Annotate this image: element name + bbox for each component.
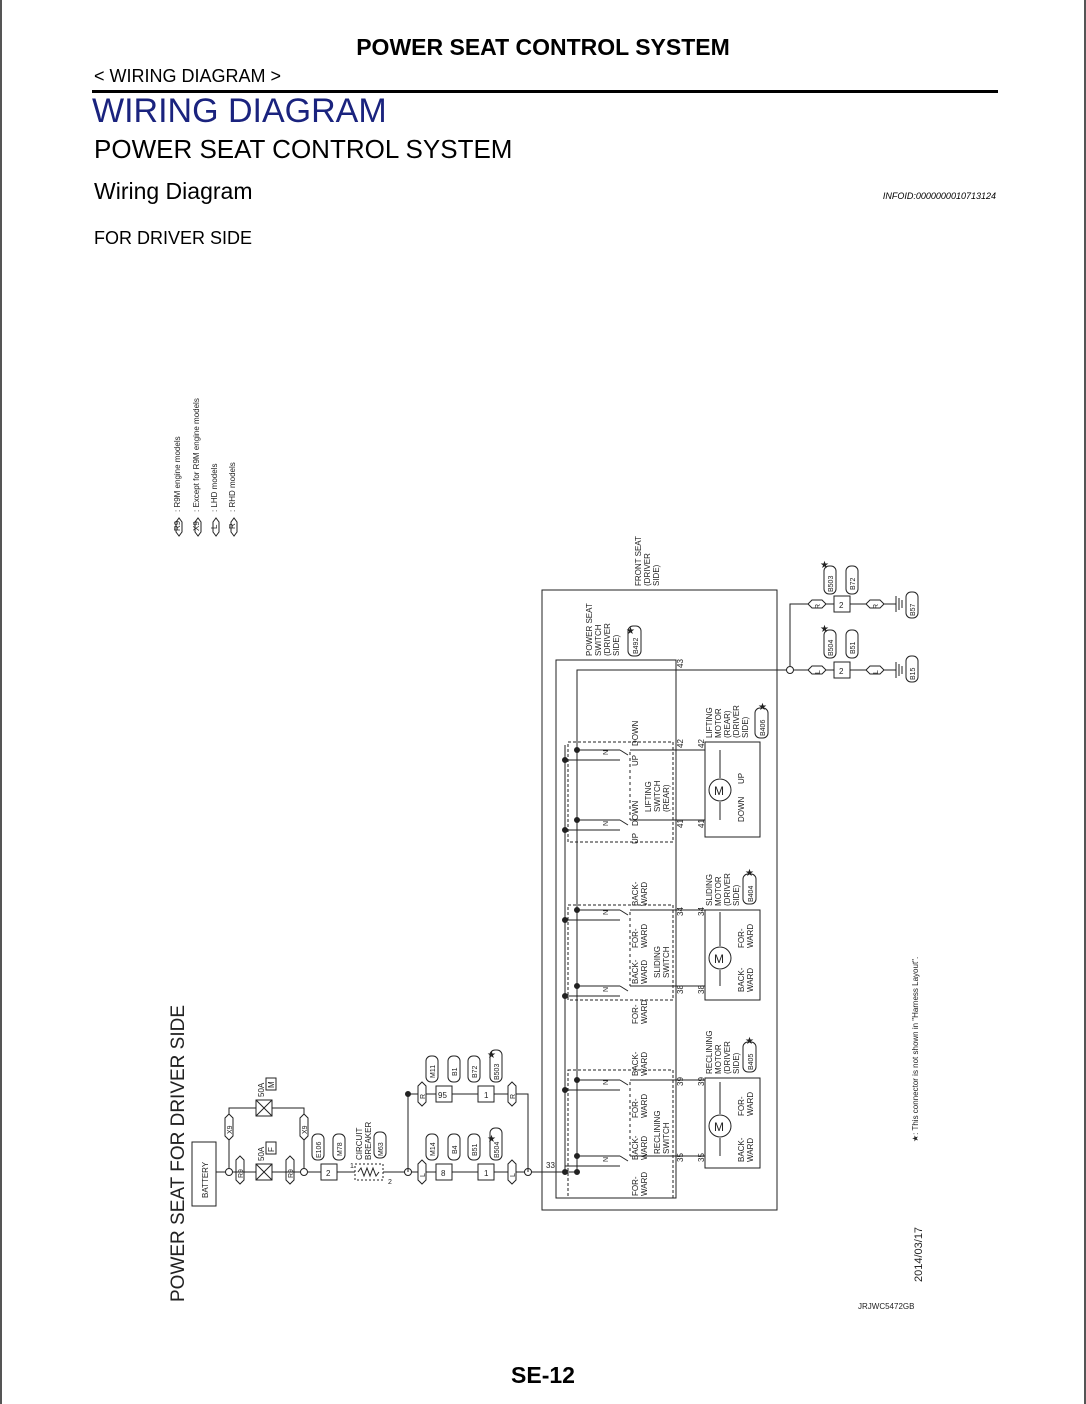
connector-id: B4 [452,1145,459,1154]
reclining-motor-label [705,1030,756,1074]
connector-id: B492 [633,637,640,654]
tag-text: L [873,670,880,674]
seat-label: SIDE) [652,564,661,586]
motor-label: SIDE) [732,1052,741,1074]
star-marker: ★ [820,624,829,635]
pin-number: 42 [697,739,706,748]
motor-label: SIDE) [732,884,741,906]
tag-x9-left [225,1114,234,1140]
pin-number: 35 [676,1153,685,1162]
pin-number: 2 [839,601,844,610]
pin-number: 38 [676,985,685,994]
switch-direction: FOR- [631,928,640,948]
motor-label: M [714,952,724,966]
diagram-date: 2014/03/17 [913,1226,925,1282]
tag-text: R [510,1093,517,1099]
tag-l-2 [508,1160,517,1184]
legend-text: : RHD models [228,462,237,512]
star-marker: ★ [487,1050,496,1061]
legend [173,398,237,536]
diagram-code: JRJWC5472GB [858,1302,915,1311]
motor-label: MOTOR [714,1044,723,1074]
connector-id: M11 [430,1064,437,1078]
legend-text: : LHD models [210,463,219,512]
ground-b57 [808,560,918,618]
breaker-label: CIRCUIT [355,1127,364,1160]
star-marker: ★ [758,702,767,713]
switch-direction: WARD [640,1051,649,1076]
legend-r [228,462,237,536]
connector-id: B72 [850,577,857,590]
switch-direction: FOR- [631,1004,640,1024]
connector-id: B1 [452,1067,459,1076]
fuse-50a-m [256,1078,276,1116]
connector-id: E106 [316,1141,323,1158]
legend-l [210,464,219,536]
switch-direction: WARD [640,881,649,906]
switch-direction: BACK- [631,1051,640,1076]
connector-id: B503 [828,575,835,592]
tag-text: L [815,670,822,674]
tag-text: L [510,1173,517,1177]
switch-label: SWITCH [662,1122,671,1154]
switch-direction: UP [631,832,640,844]
page-header-title: POWER SEAT CONTROL SYSTEM [356,34,730,60]
connector-id: M78 [337,1142,344,1156]
motor-direction: WARD [746,1091,755,1116]
pin-number: 2 [326,1169,331,1178]
pin-number: 35 [697,1153,706,1162]
tag-x9-right [300,1114,309,1140]
motor-label: (REAR) [723,710,732,738]
ground-id: B15 [910,667,917,680]
power-seat-switch-label [585,603,641,656]
switch-direction: FOR- [631,1098,640,1118]
switch-label: LIFTING [644,781,653,812]
pin-number: 33 [546,1161,555,1170]
tag-r-2 [508,1082,517,1106]
switch-label: SWITCH [653,780,662,812]
pin-number: 39 [676,1077,685,1086]
tag-l-1 [418,1160,427,1184]
connector-m14 [426,1134,460,1180]
pin-number: 95 [438,1091,447,1100]
pin-number: 38 [697,985,706,994]
switch-direction: WARD [640,999,649,1024]
pin-number: 41 [697,819,706,828]
motor-direction: FOR- [737,928,746,948]
switch-label: SLIDING [653,945,662,978]
section-title: WIRING DIAGRAM [92,92,387,130]
pin-number: 1 [350,1163,354,1170]
switch-label: POWER SEAT [585,603,594,656]
legend-x9 [192,398,201,536]
motor-label: SIDE) [741,716,750,738]
battery [192,1142,216,1206]
fuse-id: F [267,1147,276,1152]
motor-label: (DRIVER [723,1041,732,1074]
connector-m11 [426,1056,460,1102]
star-marker: ★ [745,1036,754,1047]
star-marker: ★ [487,1134,496,1145]
motor-label: M [714,784,724,798]
connector-id: M63 [378,1142,385,1156]
diagram-title: POWER SEAT FOR DRIVER SIDE [168,1004,189,1302]
legend-r9 [173,436,182,536]
seat-label: FRONT SEAT [634,536,643,586]
pin-number: 39 [697,1077,706,1086]
connector-id: B503 [494,1063,501,1080]
connector-id: B51 [472,1143,479,1156]
front-seat-label [634,536,661,586]
breaker-label: BREAKER [364,1121,373,1160]
legend-text: : R9M engine models [173,436,182,512]
legend-symbol: X9 [192,521,201,531]
fuse-amp: 50A [257,1082,266,1097]
star-marker: ★ [820,560,829,571]
connector-e106 [312,1134,345,1180]
side-label: FOR DRIVER SIDE [94,228,253,248]
star-marker: ★ [626,626,635,637]
switch-direction: WARD [640,1093,649,1118]
switch-direction: WARD [640,1171,649,1196]
legend-text: : Except for R9M engine models [192,398,201,512]
tag-text: R9 [238,1169,245,1178]
tag-text: R9 [288,1169,295,1178]
tag-r9-left [236,1156,245,1184]
diagram-footnote: ★: This connector is not shown in "Harness Layout". [911,956,920,1142]
motor-label: MOTOR [714,876,723,906]
fuse-50a-f [256,1142,276,1180]
fuse-id: M [267,1081,276,1088]
switch-n: N [603,986,610,992]
info-id: INFOID:0000000010713124 [882,191,996,201]
switch-n: N [603,820,610,826]
fuse-amp: 50A [257,1146,266,1161]
motor-direction: WARD [746,1137,755,1162]
switch-direction: BACK- [631,881,640,906]
motor-label: (DRIVER [723,873,732,906]
switch-label: RECLINING [653,1110,662,1154]
connector-id: B51 [850,641,857,654]
switch-direction: DOWN [631,800,640,826]
motor-direction: BACK- [737,1137,746,1162]
switch-direction: WARD [640,923,649,948]
pin-number: 2 [839,667,844,676]
connector-id: B72 [472,1065,479,1078]
motor-direction: WARD [746,923,755,948]
switch-label: SIDE) [612,634,621,656]
ground-b15 [808,624,918,682]
switch-direction: BACK- [631,959,640,984]
circuit-breaker [350,1122,392,1186]
motor-direction: BACK- [737,967,746,992]
switch-n: N [603,909,610,915]
legend-symbol: L [210,524,219,529]
sliding-motor-label [705,868,756,906]
tag-text: X9 [227,1125,234,1134]
switch-label: (DRIVER [603,623,612,656]
pin-number: 42 [676,739,685,748]
motor-label: LIFTING [705,707,714,738]
ground-id: B57 [910,603,917,616]
switch-direction: WARD [640,1135,649,1160]
pin-number: 34 [697,907,706,916]
switch-n: N [603,749,610,755]
motor-label: M [714,1120,724,1134]
pin-number: 43 [676,659,685,668]
pin-number: 2 [388,1179,392,1186]
tag-text: R [873,603,880,609]
pin-number: 1 [484,1091,489,1100]
connector-id: B406 [760,719,767,736]
switch-direction: BACK- [631,1135,640,1160]
switch-direction: UP [631,754,640,766]
connector-id: B404 [748,885,755,902]
lifting-motor-label [705,702,768,738]
tag-r9-right [286,1156,295,1184]
motor-label: MOTOR [714,708,723,738]
tag-text: R [420,1093,427,1099]
motor-direction: DOWN [737,796,746,822]
switch-direction: WARD [640,959,649,984]
sub-subsection-title: Wiring Diagram [94,178,253,204]
legend-symbol: R [228,523,237,529]
tag-text: R [815,603,822,609]
motor-label: RECLINING [705,1030,714,1074]
connector-id: B504 [494,1141,501,1158]
connector-id: B504 [828,639,835,656]
pin-number: 8 [441,1169,446,1178]
switch-n: N [603,1156,610,1162]
motor-label: (DRIVER [732,705,741,738]
tag-text: X9 [302,1125,309,1134]
subsection-title: POWER SEAT CONTROL SYSTEM [94,134,513,164]
breadcrumb: < WIRING DIAGRAM > [94,66,282,86]
pin-number: 34 [676,907,685,916]
connector-id: B405 [748,1053,755,1070]
switch-label: (REAR) [662,784,671,812]
switch-direction: DOWN [631,720,640,746]
star-marker: ★ [745,868,754,879]
switch-n: N [603,1079,610,1085]
pin-number: 1 [484,1169,489,1178]
switch-direction: FOR- [631,1176,640,1196]
switch-label: SWITCH [594,624,603,656]
pin-number: 41 [676,819,685,828]
seat-label: (DRIVER [643,553,652,586]
battery-label: BATTERY [201,1161,210,1198]
motor-label: SLIDING [705,873,714,906]
switch-label: SWITCH [662,946,671,978]
motor-direction: UP [737,772,746,784]
connector-id: M14 [430,1142,437,1156]
page-number: SE-12 [511,1362,575,1388]
legend-symbol: R9 [173,520,182,531]
motor-direction: WARD [746,967,755,992]
tag-r-1 [418,1082,427,1106]
tag-text: L [420,1173,427,1177]
motor-direction: FOR- [737,1096,746,1116]
